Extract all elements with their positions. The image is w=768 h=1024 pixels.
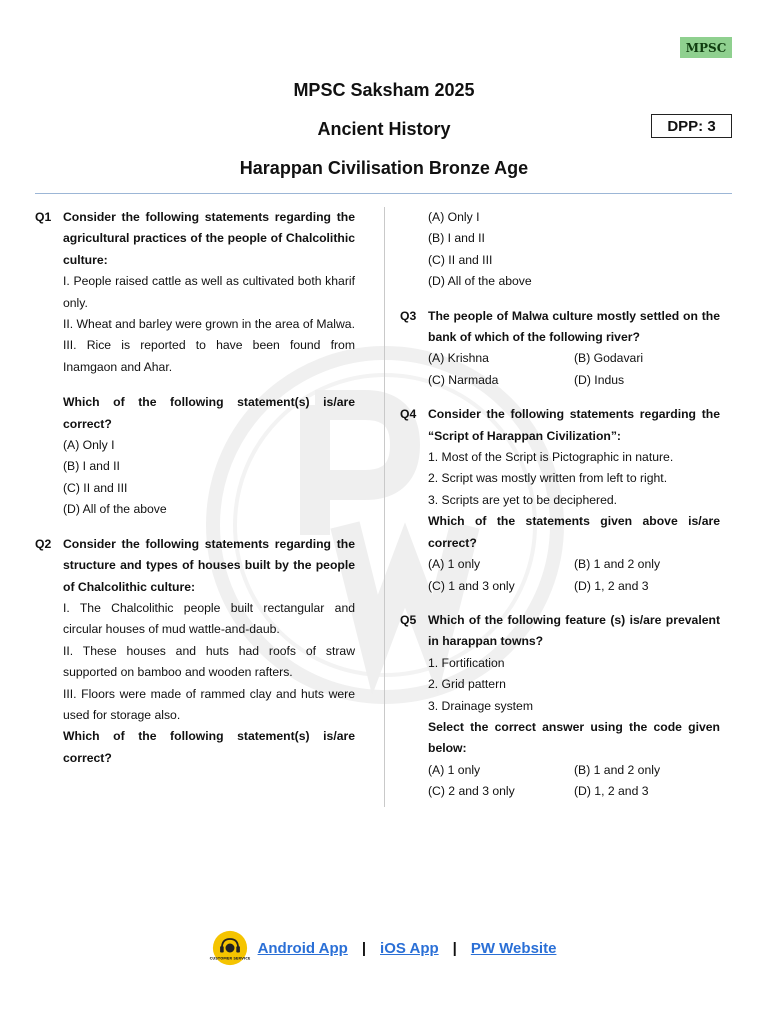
option: (A) 1 only (428, 557, 481, 572)
ios-app-link[interactable]: iOS App (380, 939, 439, 957)
question-2-options (400, 207, 720, 293)
option: (A) Krishna (428, 351, 489, 366)
question-1 (35, 207, 355, 521)
option: (D) 1, 2 and 3 (574, 784, 649, 799)
question-4 (400, 404, 720, 597)
question-stem: Consider the following statements regarding the agricultural practices of the people of Chalcolithic culture: (63, 210, 355, 267)
option: (C) 1 and 3 only (428, 578, 515, 593)
question-3 (400, 306, 720, 392)
statement: 3. Scripts are yet to be deciphered. (428, 492, 618, 507)
option: (A) Only I (63, 438, 115, 453)
option: (D) 1, 2 and 3 (574, 578, 649, 593)
statement: I. People raised cattle as well as cultivated both kharif only. (63, 274, 355, 310)
question-prompt: Select the correct answer using the code given below: (428, 719, 720, 756)
mpsc-badge: MPSC (680, 37, 732, 58)
question-2 (35, 534, 355, 769)
option: (B) 1 and 2 only (574, 762, 661, 777)
question-number: Q4 (400, 407, 417, 422)
header-divider (35, 193, 732, 194)
option: (B) I and II (428, 231, 485, 246)
subject-title: Ancient History (317, 119, 451, 139)
option: (C) II and III (63, 480, 128, 495)
option: (D) All of the above (63, 502, 167, 517)
option: (B) I and II (63, 459, 120, 474)
statement: II. These houses and huts had roofs of straw supported on bamboo and wooden rafters. (63, 643, 355, 680)
question-stem: The people of Malwa culture mostly settled on the bank of which of the following river? (428, 308, 720, 345)
option: (A) 1 only (428, 762, 481, 777)
option: (C) Narmada (428, 372, 499, 387)
option: (C) 2 and 3 only (428, 784, 515, 799)
question-stem: Consider the following statements regarding the “Script of Harappan Civilization”: (428, 407, 720, 443)
question-number: Q3 (400, 308, 417, 323)
customer-service-icon (209, 930, 250, 966)
question-prompt: Which of the statements given above is/are correct? (428, 514, 720, 550)
statement: III. Rice is reported to have been found from Inamgaon and Ahar. (63, 338, 355, 374)
question-number: Q5 (400, 612, 417, 627)
option: (A) Only I (428, 210, 480, 224)
statement: 2. Grid pattern (428, 677, 506, 692)
left-column (35, 207, 355, 769)
option: (D) All of the above (428, 274, 532, 289)
statement: 2. Script was mostly written from left to right. (428, 471, 668, 486)
question-number: Q2 (35, 536, 52, 551)
pw-website-link[interactable]: PW Website (470, 939, 557, 957)
android-app-link[interactable]: Android App (257, 939, 348, 957)
separator: | (361, 939, 367, 957)
customer-service-icon-label: CUSTOMER SERVICE (209, 956, 250, 961)
statement: 1. Fortification (428, 655, 505, 670)
topic-title: Harappan Civilisation Bronze Age (239, 158, 529, 178)
page-title: MPSC Saksham 2025 (293, 80, 475, 100)
option: (B) 1 and 2 only (574, 557, 661, 572)
question-stem: Which of the following feature (s) is/are prevalent in harappan towns? (428, 612, 720, 649)
statement: I. The Chalcolithic people built rectangular and circular houses of mud wattle-and-daub. (63, 600, 355, 637)
option: (C) II and III (428, 252, 493, 267)
separator: | (452, 939, 457, 957)
footer-links (0, 930, 768, 966)
question-stem: Consider the following statements regarding the structure and types of houses built by the people of Chalcolithic culture: (63, 536, 355, 594)
question-number: Q1 (35, 210, 52, 224)
option: (D) Indus (574, 372, 625, 387)
option: (B) Godavari (574, 351, 644, 366)
statement: III. Floors were made of rammed clay and huts were used for storage also. (63, 686, 355, 722)
column-divider (384, 207, 385, 807)
dpp-box: DPP: 3 (651, 114, 732, 138)
statement: 1. Most of the Script is Pictographic in nature. (428, 450, 674, 465)
right-column (400, 207, 720, 803)
question-prompt: Which of the following statement(s) is/are correct? (63, 395, 355, 431)
statement: 3. Drainage system (428, 698, 533, 713)
statement: II. Wheat and barley were grown in the area of Malwa. (63, 317, 355, 332)
question-5 (400, 610, 720, 803)
question-prompt: Which of the following statement(s) is/are correct? (63, 729, 355, 765)
